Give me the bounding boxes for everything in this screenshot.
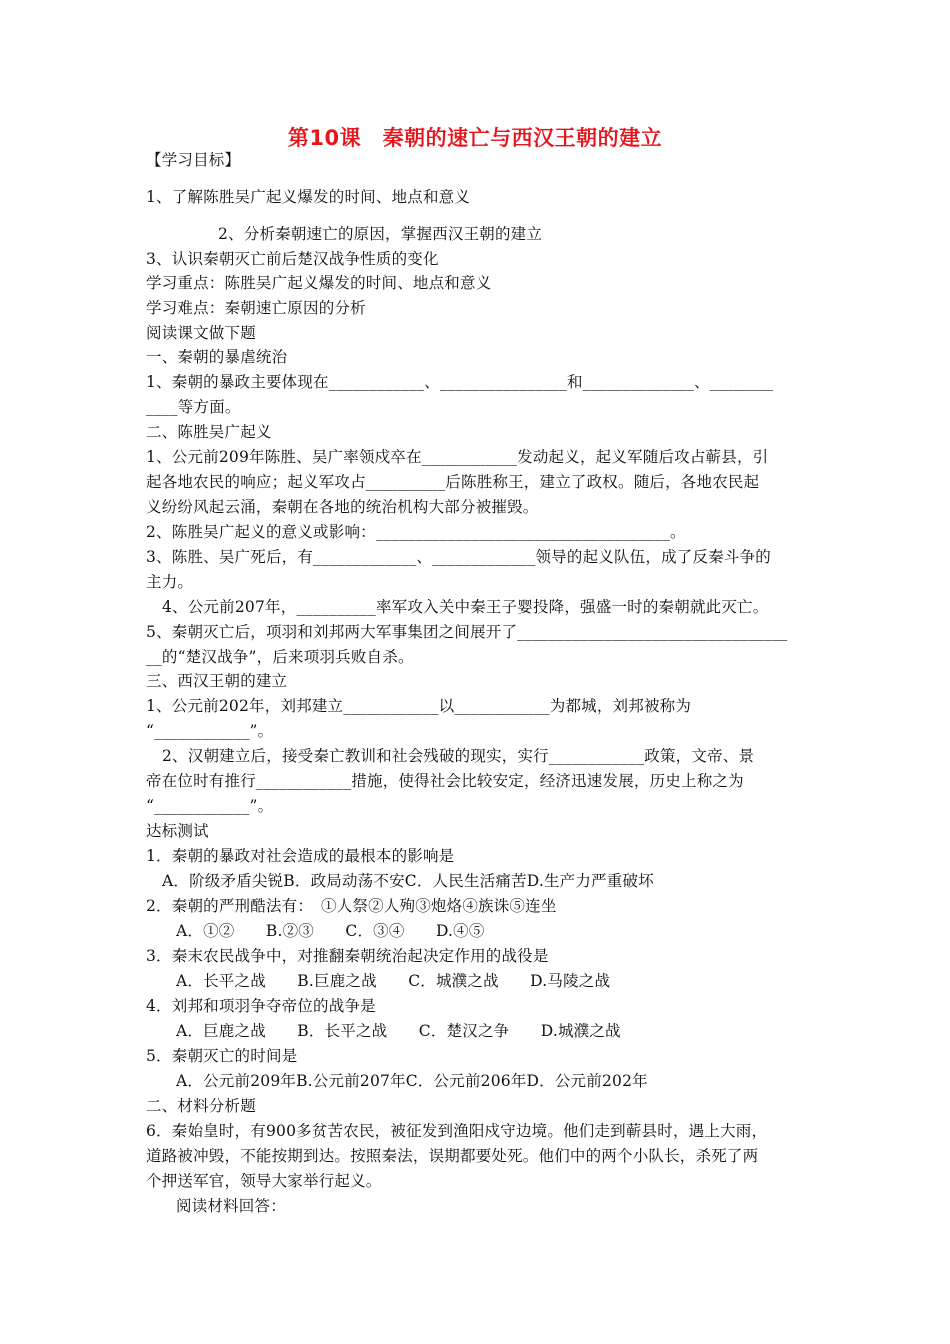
quiz-question: 3．秦末农民战争中，对推翻秦朝统治起决定作用的战役是 [146,947,549,965]
quiz-options: A．阶级矛盾尖锐B．政局动荡不安C．人民生活痛苦D.生产力严重破坏 [162,872,654,890]
section-heading: 一、秦朝的暴虐统治 [146,348,288,366]
question-line: 起各地农民的响应；起义军攻占__________后陈胜称王，建立了政权。随后，各地农民起 [146,473,760,491]
quiz-question: 2．秦朝的严刑酷法有： ①人祭②人殉③炮烙④族诛⑤连坐 [146,897,557,915]
question-line: “____________”。 [146,797,274,815]
question-line: 2、汉朝建立后，接受秦亡教训和社会残破的现实，实行____________政策，文帝、景 [162,747,755,765]
question-line: ____等方面。 [146,398,241,416]
section-heading: 二、材料分析题 [146,1097,256,1115]
quiz-question: 4．刘邦和项羽争夺帝位的战争是 [146,997,376,1015]
quiz-options: A．①② B.②③ C．③④ D.④⑤ [176,922,485,940]
key-point-line: 学习重点：陈胜吴广起义爆发的时间、地点和意义 [146,274,492,292]
objective-line: 3、认识秦朝灭亡前后楚汉战争性质的变化 [146,250,439,268]
question-line: 1、公元前202年，刘邦建立____________以____________为都城，刘邦被称为 [146,697,692,715]
material-line: 6．秦始皇时，有900多贫苦农民，被征发到渔阳戍守边境。他们走到蕲县时，遇上大雨， [146,1122,768,1140]
question-line: 义纷纷风起云涌，秦朝在各地的统治机构大部分被摧毁。 [146,498,539,516]
section-heading: 【学习目标】 [146,151,241,169]
question-line: 2、陈胜吴广起义的意义或影响：_____________________________________。 [146,523,686,541]
quiz-question: 5．秦朝灭亡的时间是 [146,1047,298,1065]
instruction-line: 阅读材料回答： [176,1197,286,1215]
quiz-options: A．长平之战 B.巨鹿之战 C．城濮之战 D.马陵之战 [176,972,611,990]
section-heading: 达标测试 [146,822,209,840]
material-line: 个押送军官，领导大家举行起义。 [146,1172,382,1190]
quiz-options: A．公元前209年B.公元前207年C．公元前206年D．公元前202年 [176,1072,648,1090]
section-heading: 三、西汉王朝的建立 [146,672,288,690]
question-line: 1、秦朝的暴政主要体现在____________、________________和______________、________ [146,373,774,391]
lesson-title: 第10课 秦朝的速亡与西汉王朝的建立 [287,126,663,150]
question-line: 4、公元前207年，__________率军攻入关中秦王子婴投降，强盛一时的秦朝就此灭亡。 [162,598,769,616]
question-line: “____________”。 [146,722,274,740]
quiz-options: A．巨鹿之战 B．长平之战 C．楚汉之争 D.城濮之战 [176,1022,621,1040]
instruction-line: 阅读课文做下题 [146,324,256,342]
question-line: __的“楚汉战争”，后来项羽兵败自杀。 [146,648,414,666]
question-line: 3、陈胜、吴广死后，有_____________、_____________领导的起义队伍，成了反秦斗争的 [146,548,771,566]
objective-line: 1、了解陈胜吴广起义爆发的时间、地点和意义 [146,188,471,206]
difficulty-line: 学习难点：秦朝速亡原因的分析 [146,299,366,317]
question-line: 主力。 [146,573,194,591]
question-line: 5、秦朝灭亡后，项羽和刘邦两大军事集团之间展开了__________________________________ [146,623,788,641]
material-line: 道路被冲毁，不能按期到达。按照秦法，误期都要处死。他们中的两个小队长，杀死了两 [146,1147,759,1165]
section-heading: 二、陈胜吴广起义 [146,423,272,441]
question-line: 1、公元前209年陈胜、吴广率领戍卒在____________发动起义，起义军随后攻占蕲县，引 [146,448,769,466]
objective-line: 2、分析秦朝速亡的原因，掌握西汉王朝的建立 [218,225,543,243]
question-line: 帝在位时有推行____________措施，使得社会比较安定，经济迅速发展，历史上称之为 [146,772,744,790]
quiz-question: 1．秦朝的暴政对社会造成的最根本的影响是 [146,847,455,865]
